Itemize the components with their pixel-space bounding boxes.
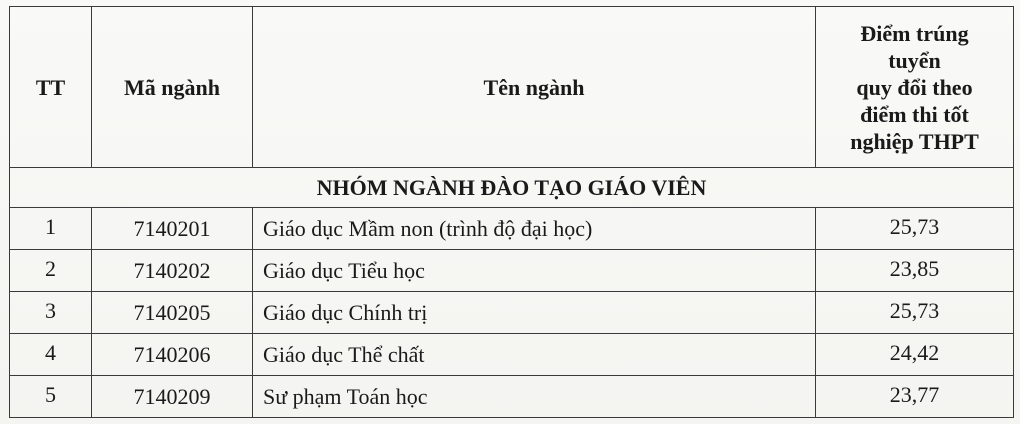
table-row — [10, 376, 1014, 418]
admission-score-table — [9, 6, 1014, 418]
cell-tt: 1 — [10, 208, 92, 250]
cell-ma-nganh: 7140209 — [92, 376, 253, 418]
cell-diem: 23,77 — [816, 376, 1014, 418]
cell-tt: 4 — [10, 334, 92, 376]
cell-ten-nganh: Giáo dục Tiểu học — [253, 250, 816, 292]
cell-ten-nganh: Giáo dục Chính trị — [253, 292, 816, 334]
group-row — [10, 168, 1014, 208]
header-diem-line-1: Điểm trúng — [860, 20, 969, 46]
cell-ma-nganh: 7140205 — [92, 292, 253, 334]
header-tt: TT — [10, 7, 92, 168]
cell-ma-nganh: 7140206 — [92, 334, 253, 376]
table-row — [10, 292, 1014, 334]
cell-tt: 3 — [10, 292, 92, 334]
table-row — [10, 208, 1014, 250]
cell-ma-nganh: 7140201 — [92, 208, 253, 250]
header-diem-line-3: quy đổi theo — [856, 74, 973, 100]
table-header-row — [10, 7, 1014, 168]
header-diem-line-2: tuyển — [888, 47, 941, 73]
header-diem-text — [816, 18, 1013, 157]
table-row — [10, 334, 1014, 376]
header-ma-nganh: Mã ngành — [92, 7, 253, 168]
table-row — [10, 250, 1014, 292]
group-title: NHÓM NGÀNH ĐÀO TẠO GIÁO VIÊN — [10, 168, 1014, 208]
header-diem — [816, 7, 1014, 168]
cell-diem: 25,73 — [816, 208, 1014, 250]
cell-diem: 25,73 — [816, 292, 1014, 334]
cell-diem: 23,85 — [816, 250, 1014, 292]
cell-tt: 2 — [10, 250, 92, 292]
cell-ten-nganh: Sư phạm Toán học — [253, 376, 816, 418]
cell-ten-nganh: Giáo dục Mầm non (trình độ đại học) — [253, 208, 816, 250]
cell-ten-nganh: Giáo dục Thể chất — [253, 334, 816, 376]
cell-tt: 5 — [10, 376, 92, 418]
header-diem-line-4: điểm thi tốt — [860, 101, 969, 127]
header-diem-line-5: nghiệp THPT — [850, 128, 979, 154]
cell-diem: 24,42 — [816, 334, 1014, 376]
cell-ma-nganh: 7140202 — [92, 250, 253, 292]
header-ten-nganh: Tên ngành — [253, 7, 816, 168]
